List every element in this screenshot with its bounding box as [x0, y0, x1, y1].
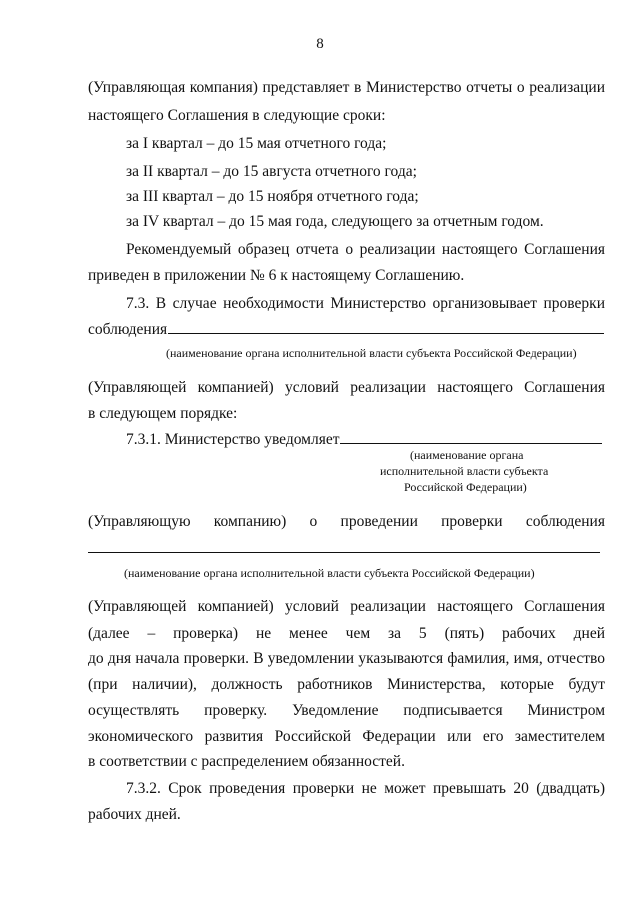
field-caption: (наименование органа [410, 448, 524, 462]
paragraph-line: (далее – проверка) не менее чем за 5 (пять) рабочих дней [88, 625, 605, 642]
section-7-3-2-heading: 7.3.2. Срок проведения проверки не может превышать 20 (двадцать) [126, 780, 605, 797]
quarter-deadline-line: за III квартал – до 15 ноября отчетного года; [126, 188, 419, 205]
field-caption: исполнительной власти субъекта [380, 464, 549, 478]
blank-fill-line [340, 443, 602, 444]
page-number: 8 [316, 36, 324, 52]
section-7-3-1-heading: 7.3.1. Министерство уведомляет [126, 431, 340, 448]
paragraph-line: рабочих дней. [88, 806, 181, 823]
quarter-deadline-line: за IV квартал – до 15 мая года, следующего за отчетным годом. [126, 213, 544, 230]
paragraph-line: Рекомендуемый образец отчета о реализации настоящего Соглашения [126, 241, 605, 258]
field-caption: (наименование органа исполнительной власти субъекта Российской Федерации) [124, 566, 535, 580]
paragraph-line: осуществлять проверку. Уведомление подписывается Министром [88, 702, 605, 719]
field-caption: (наименование органа исполнительной власти субъекта Российской Федерации) [166, 346, 577, 360]
paragraph-line: (Управляющая компания) представляет в Министерство отчеты о реализации [88, 79, 605, 96]
paragraph-line: экономического развития Российской Федерации или его заместителем [88, 728, 605, 745]
paragraph-line: приведен в приложении № 6 к настоящему Соглашению. [88, 267, 465, 284]
quarter-deadline-line: за II квартал – до 15 августа отчетного года; [126, 163, 417, 180]
blank-fill-line [168, 333, 604, 334]
quarter-deadline-line: за I квартал – до 15 мая отчетного года; [126, 135, 387, 152]
paragraph-line: (Управляющей компанией) условий реализации настоящего Соглашения [88, 598, 605, 615]
paragraph-line: (при наличии), должность работников Министерства, которые будут [88, 676, 605, 693]
field-caption: Российской Федерации) [404, 480, 527, 494]
paragraph-line: (Управляющей компанией) условий реализации настоящего Соглашения [88, 379, 605, 396]
paragraph-line: до дня начала проверки. В уведомлении указываются фамилия, имя, отчество [88, 650, 605, 667]
paragraph-line: в соответствии с распределением обязанностей. [88, 753, 405, 770]
paragraph-line: в следующем порядке: [88, 405, 238, 422]
paragraph-line: соблюдения [88, 321, 168, 338]
section-7-3-heading: 7.3. В случае необходимости Министерство организовывает проверки [126, 295, 605, 312]
paragraph-line: (Управляющую компанию) о проведении проверки соблюдения [88, 513, 605, 530]
paragraph-line: настоящего Соглашения в следующие сроки: [88, 107, 386, 124]
blank-fill-line [88, 552, 600, 553]
